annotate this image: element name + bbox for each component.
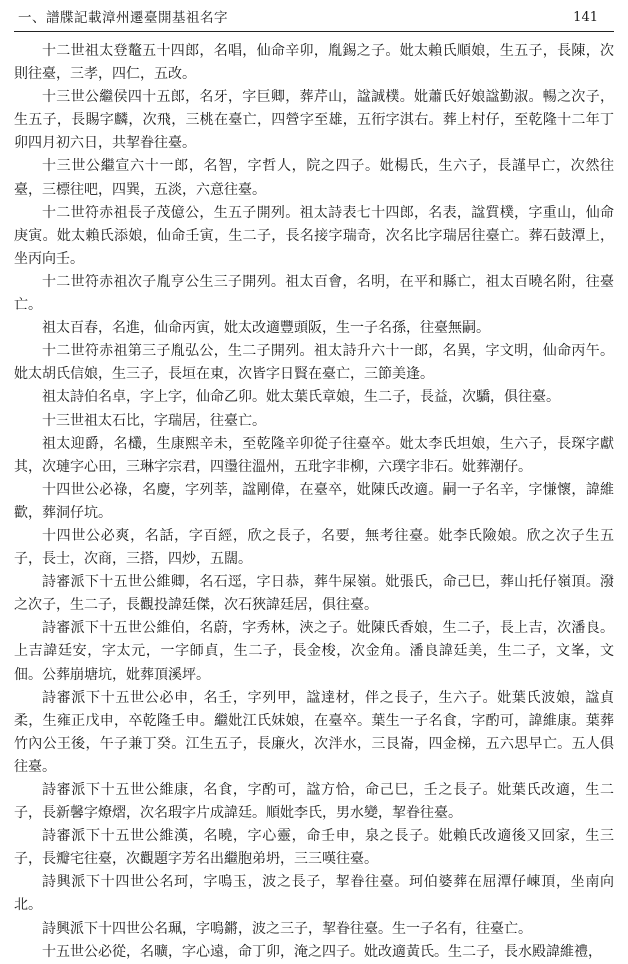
- paragraph: 詩審派下十五世公維伯，名蔚，字秀林，浹之子。妣陳氏香娘，生二子，長上吉，次潘良。上吉諱廷安，字太元，一字師貞，生二子，長金梭，次金角。潘良諱廷美，生二子，文峯，文佃。公葬崩塘坑，妣葬頂溪坪。: [14, 620, 614, 683]
- paragraph: 十三世公繼侯四十五郎，名牙，字巨卿，葬芹山，諡誠樸。妣蕭氏好娘諡勤淑。暢之次子，生五子，長賜字麟，次飛，三桃在臺亡，四營字至雄，五衎字淇右。葬上村仔，至乾隆十二年丁卯四月初六日，共挈眷往臺。: [14, 89, 614, 152]
- paragraph: 十二世符赤祖第三子胤弘公，生二子開列。祖太詩升六十一郎，名異，字文明，仙命丙午。妣太胡氏信娘，生三子，長垣在東，次皆字日賢在臺亡，三節美逢。: [14, 343, 614, 383]
- paragraph: 十二世符赤祖長子茂億公，生五子開列。祖太詩表七十四郎，名表，諡質樸，字重山，仙命庚寅。妣太賴氏添娘，仙命壬寅，生二子，長名接字瑞奇，次名比字瑞居往臺亡。葬石鼓潭上，坐丙向壬。: [14, 204, 614, 267]
- paragraph: 詩審派下十五世公維漢，名曉，字心靈，命壬申，泉之長子。妣賴氏改適後又回家，生三子，長瓣宅往臺，次觀題字芳名出繼胞弟坍，三三嘆往臺。: [14, 828, 614, 868]
- paragraph: 十四世公必祿，名慶，字列莘，諡剛偉，在臺卒，妣陳氏改適。嗣一子名辛，字慊懷，諱維歡，葬洞仔坑。: [14, 481, 614, 521]
- paragraph: 祖太百春，名進，仙命丙寅，妣太改適豐頭阪，生一子名孫，往臺無嗣。: [42, 320, 490, 337]
- paragraph: 十五世公必從，名曠，字心遠，命丁卯，淹之四子。妣改適黃氏。生二子，長水殿諱維禮，: [42, 943, 602, 960]
- paragraph: 祖太迎爵，名欉，生康熙辛未，至乾隆辛卯從子往臺卒。妣太李氏坦娘，生六子，長琛字獻其，次璉字心田，三琳字宗君，四璗往溫州，五玭字非柳，六璞字非石。妣葬潮仔。: [14, 435, 614, 475]
- paragraph: 十三世祖太石比，字瑞居，往臺亡。: [42, 412, 266, 429]
- paragraph: 詩審派下十五世公維康，名食，字酌可，諡方恰，命己巳，壬之長子。妣葉氏改適，生二子，長新馨字燎熠，次名瑕字片成諱廷。順妣李氏，男水變，挈眷往臺。: [14, 782, 614, 822]
- page-number: 141: [573, 10, 598, 25]
- running-header: [14, 6, 614, 32]
- paragraph: 十二世祖太登鼇五十四郎，名唱，仙命辛卯，胤錫之子。妣太賴氏順娘，生五子，長陳，次則往臺，三孝，四仁，五改。: [14, 43, 614, 83]
- paragraph: 十三世公繼宣六十一郎，名智，字哲人，院之四子。妣楊氏，生六子，長謹早亡，次然往臺，三標往吧，四巽，五淡，六意往臺。: [14, 158, 614, 198]
- paragraph: 詩興派下十四世公名珮，字鳴鏘，波之三子，挈眷往臺。生一子名有，往臺亡。: [42, 920, 532, 937]
- chapter-title: 一、譜牒記載漳州遷臺開基祖名字: [18, 10, 228, 26]
- paragraph: 十四世公必爽，名話，字百經，欣之長子，名要，無考往臺。妣李氏險娘。欣之次子生五子，長士，次商，三搭，四炒，五闊。: [14, 527, 614, 568]
- paragraph: 詩審派下十五世公維卿，名石逕，字日恭，葬牛屎嶺。妣張氏，命己巳，葬山托仔嶺頂。潑之次子，生二子，長觀投諱廷傑，次石狹諱廷居，俱往臺。: [14, 574, 614, 614]
- paragraph: 詩興派下十四世公名珂，字鳴玉，波之長子，挈眷往臺。珂伯婆葬在屈潭仔崠頂，坐南向北。: [14, 874, 614, 914]
- paragraph: 十二世符赤祖次子胤亨公生三子開列。祖太百會，名明，在平和縣亡，祖太百曉名附，往臺亡。: [14, 273, 614, 314]
- paragraph: 祖太詩伯名卓，字上字，仙命乙卯。妣太葉氏章娘，生二子，長益，次驕，俱往臺。: [42, 389, 560, 406]
- body-text: [14, 40, 614, 964]
- paragraph: 詩審派下十五世公必申，名壬，字列甲，諡達材，伴之長子，生六子。妣葉氏波娘，諡貞柔，生雍正戊申，卒乾隆壬申。繼妣江氏妹娘，在臺卒。葉生一子名食，字酌可，諱維康。葉葬竹內公王後，午子兼丁癸。江生五子，長廉火，次泮水，三艮崙，四金梯，五六思早亡。五人俱往臺。: [14, 689, 614, 775]
